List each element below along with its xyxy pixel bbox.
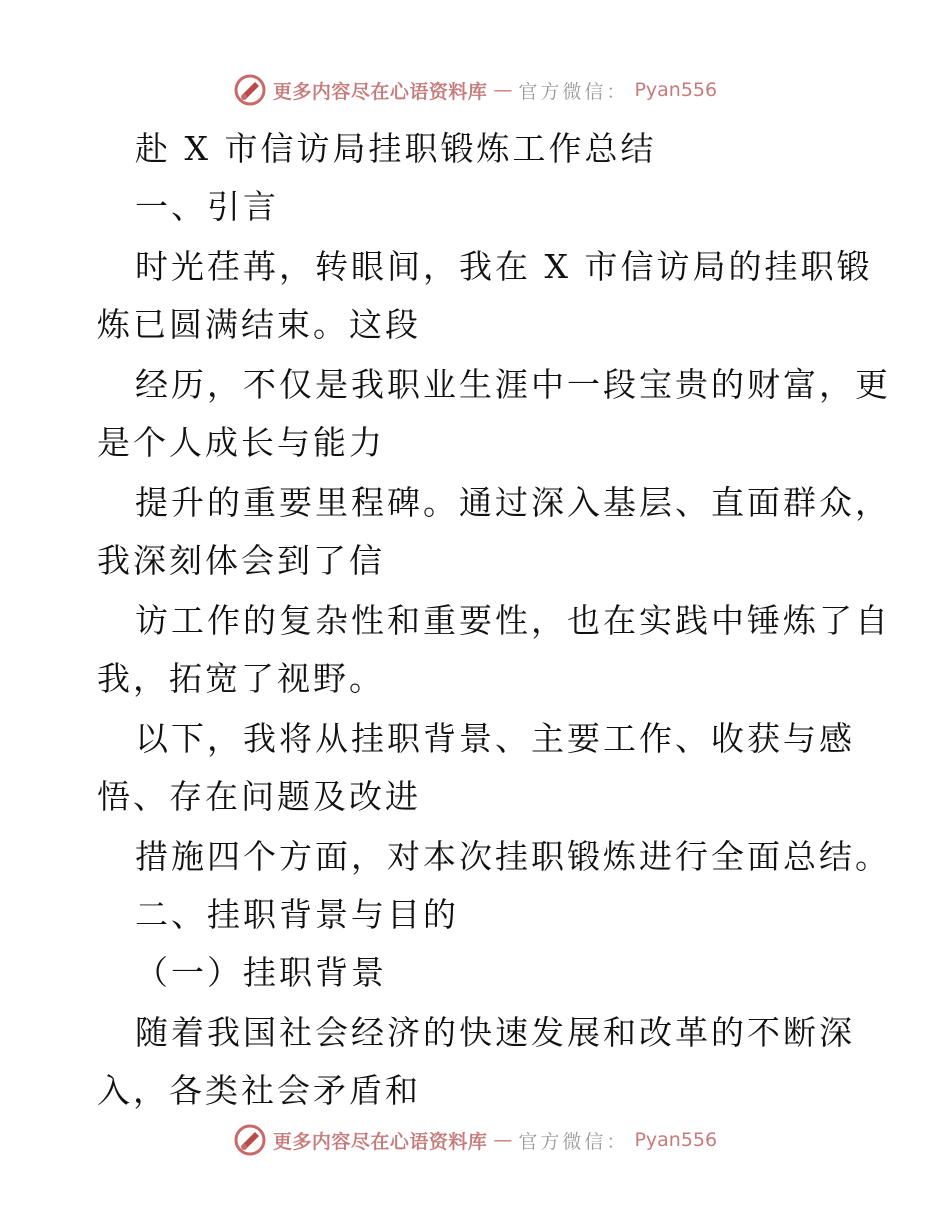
- paragraph-line: 炼已圆满结束。这段: [97, 305, 421, 344]
- paragraph-line: 我，拓宽了视野。: [97, 659, 385, 698]
- watermark-official-label: 官方微信：: [518, 1130, 629, 1153]
- paragraph-line: 提升的重要里程碑。通过深入基层、直面群众，: [135, 483, 891, 522]
- section-heading-intro: 一、引言: [135, 187, 279, 226]
- paragraph-line: 随着我国社会经济的快速发展和改革的不断深: [135, 1013, 855, 1052]
- paragraph-line: 访工作的复杂性和重要性，也在实践中锤炼了自: [135, 601, 891, 640]
- paragraph-line: 是个人成长与能力: [97, 423, 385, 462]
- paragraph-line: 入，各类社会矛盾和: [97, 1071, 421, 1110]
- document-title: 赴 X 市信访局挂职锻炼工作总结: [135, 129, 657, 168]
- paragraph-line: 以下，我将从挂职背景、主要工作、收获与感: [135, 719, 855, 758]
- watermark-main-text: 更多内容尽在心语资料库: [272, 1130, 488, 1153]
- brand-logo-icon: [233, 1123, 267, 1157]
- watermark-official-label: 官方微信：: [518, 80, 629, 103]
- paragraph-line: 我深刻体会到了信: [97, 541, 385, 580]
- watermark-header: [0, 70, 950, 110]
- section-heading-background: 二、挂职背景与目的: [135, 895, 459, 934]
- watermark-wechat-id: Pyan556: [634, 79, 718, 101]
- paragraph-line: 经历，不仅是我职业生涯中一段宝贵的财富，更: [135, 365, 891, 404]
- watermark-wechat-id: Pyan556: [634, 1129, 718, 1151]
- watermark-main-text: 更多内容尽在心语资料库: [272, 80, 488, 103]
- watermark-footer: [0, 1120, 950, 1160]
- brand-logo-icon: [233, 73, 267, 107]
- watermark-dash: —: [493, 1129, 513, 1151]
- watermark-dash: —: [493, 79, 513, 101]
- paragraph-line: 时光荏苒，转眼间，我在 X 市信访局的挂职锻: [135, 247, 873, 286]
- subsection-heading: （一）挂职背景: [135, 953, 387, 992]
- paragraph-line: 措施四个方面，对本次挂职锻炼进行全面总结。: [135, 837, 891, 876]
- paragraph-line: 悟、存在问题及改进: [97, 777, 421, 816]
